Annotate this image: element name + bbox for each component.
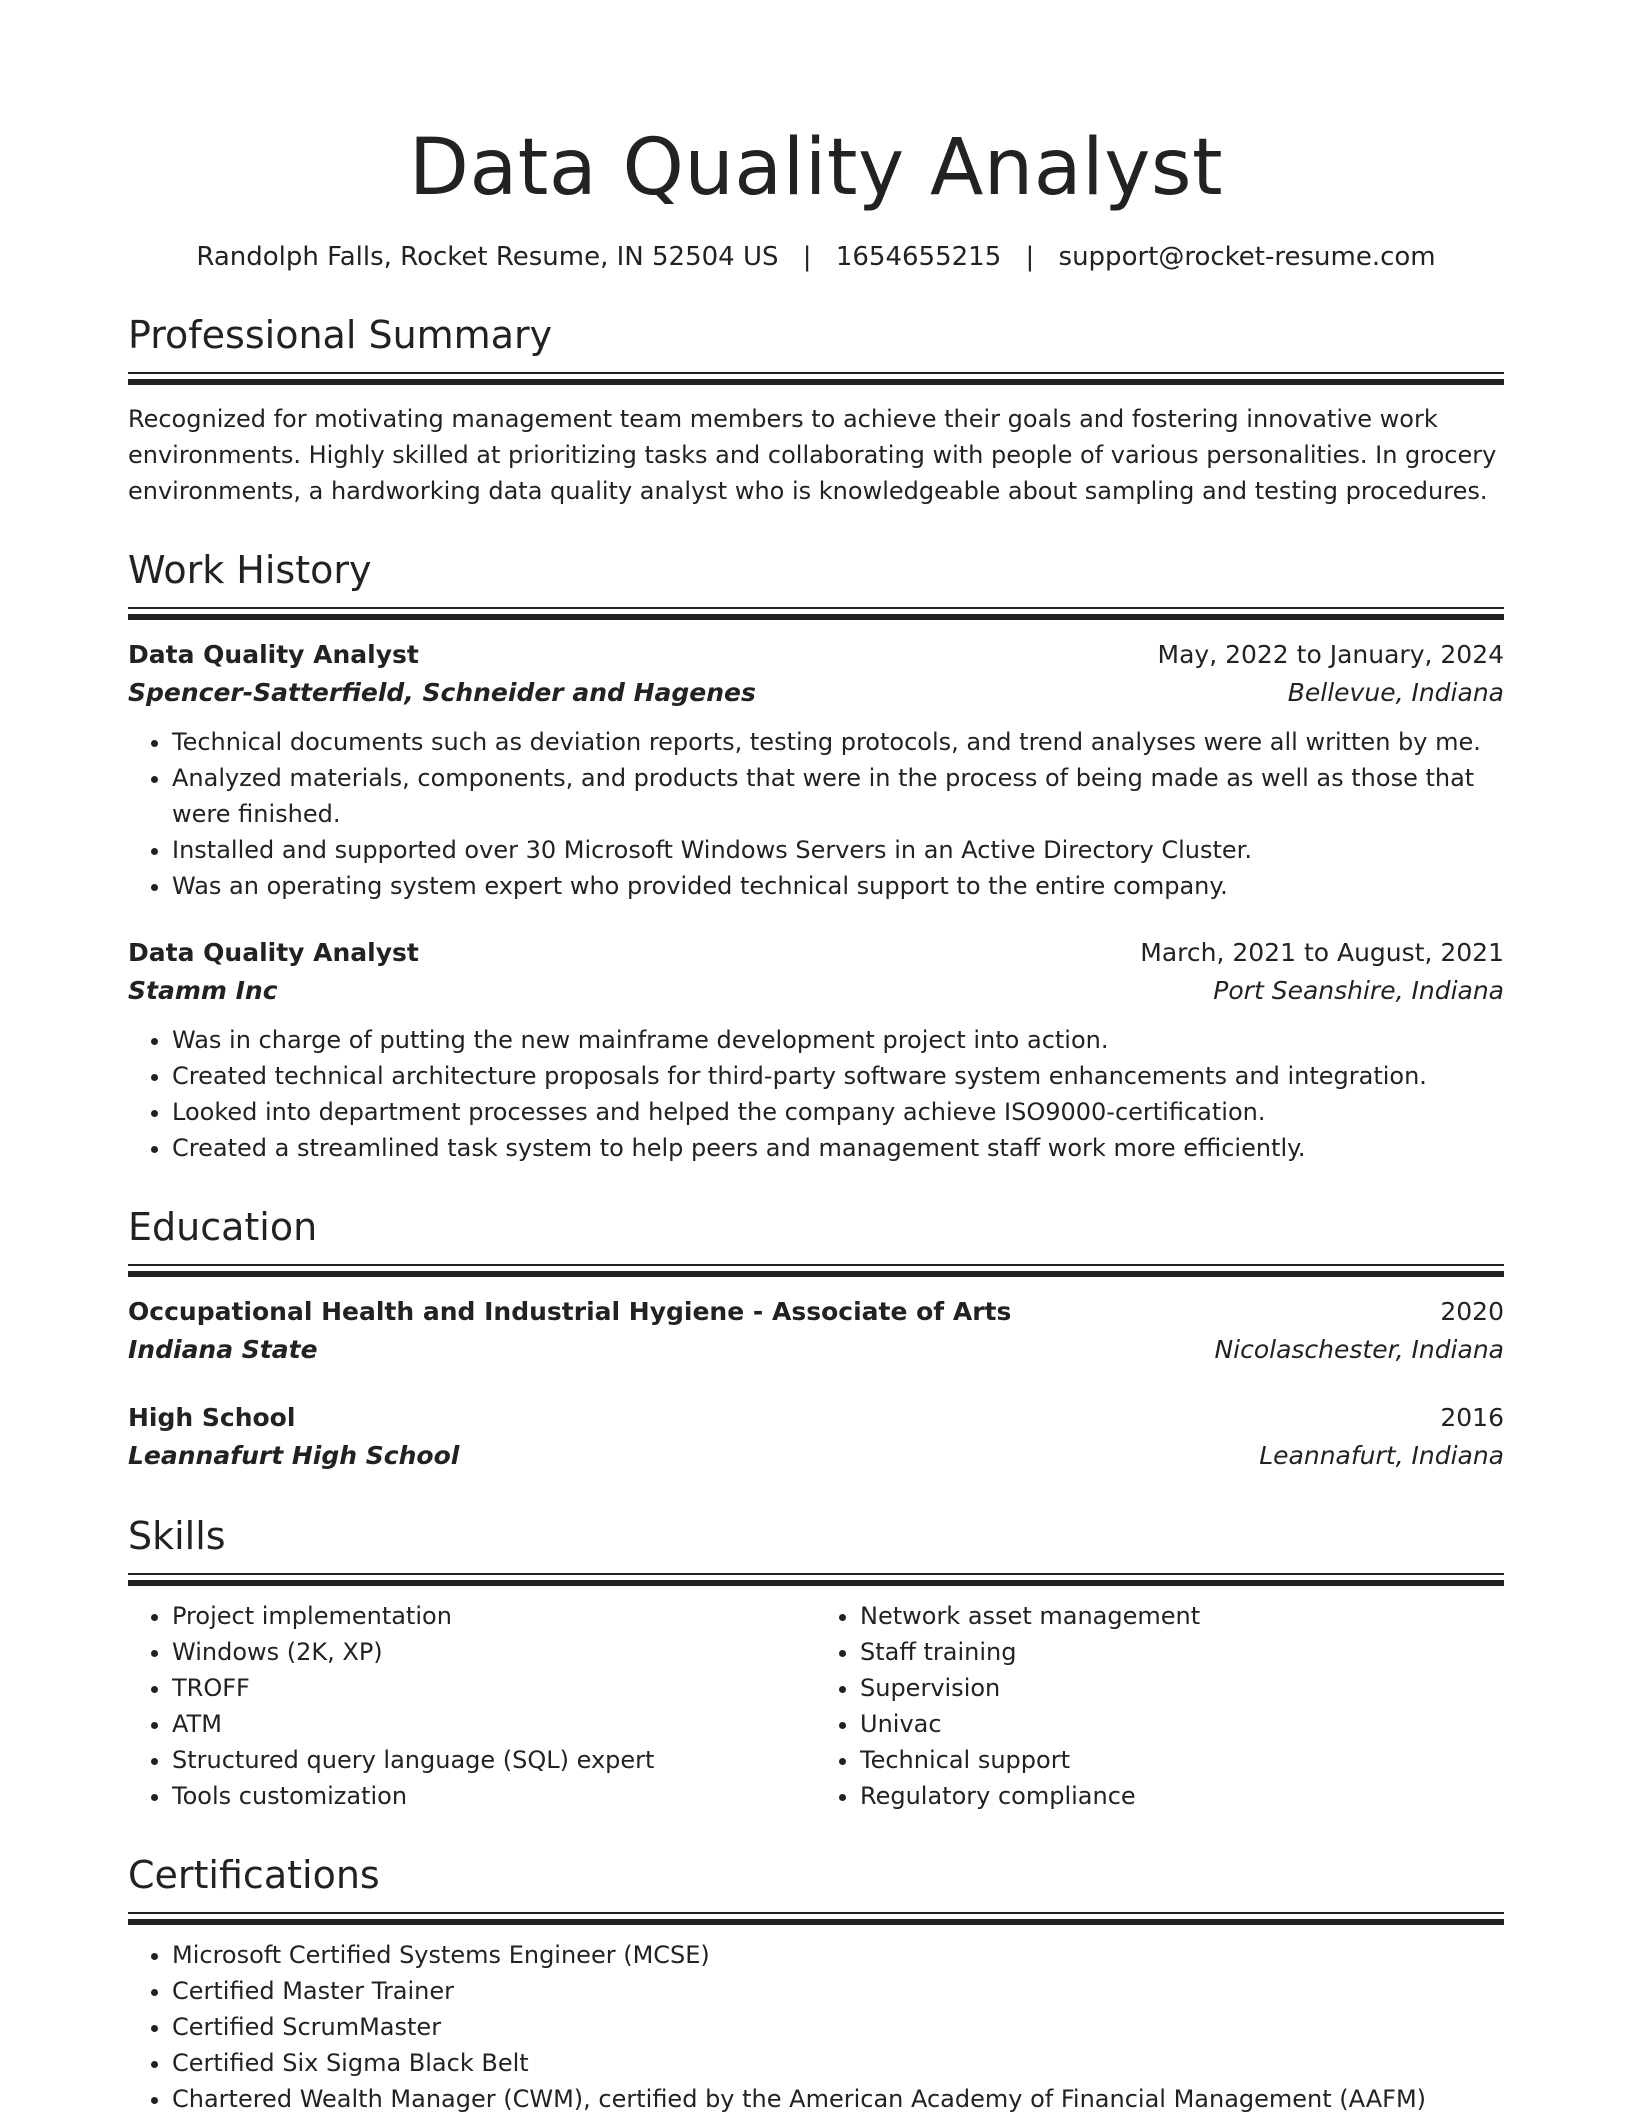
job-title: Data Quality Analyst	[128, 640, 419, 669]
job-bullet: • Analyzed materials, components, and products that were in the process of being made as well as those that were finished.	[172, 760, 1504, 832]
job-title: Data Quality Analyst	[128, 938, 419, 967]
section-heading-education: Education	[128, 1205, 318, 1249]
job-bullet: • Was in charge of putting the new mainframe development project into action.	[172, 1022, 1504, 1058]
skill-item: • Network asset management	[860, 1598, 1504, 1634]
resume-title: Data Quality Analyst	[408, 123, 1224, 213]
job-dates: May, 2022 to January, 2024	[1157, 640, 1504, 669]
section-divider	[128, 1573, 1504, 1586]
section-heading-summary: Professional Summary	[128, 313, 553, 357]
job-entry	[128, 934, 1504, 1166]
job-bullet: • Technical documents such as deviation reports, testing protocols, and trend analyses were all written by me.	[172, 724, 1504, 760]
job-dates: March, 2021 to August, 2021	[1140, 938, 1504, 967]
job-company: Spencer-Satterfield, Schneider and Hagenes	[128, 678, 756, 707]
education-school-row	[128, 1437, 1504, 1475]
job-bullet: • Installed and supported over 30 Microsoft Windows Servers in an Active Directory Cluster.	[172, 832, 1504, 868]
summary-section	[128, 312, 1504, 509]
section-heading-work-history: Work History	[128, 548, 372, 592]
skill-item: • Univac	[860, 1706, 1504, 1742]
education-school-row	[128, 1331, 1504, 1369]
job-location: Port Seanshire, Indiana	[1213, 976, 1504, 1005]
skills-list	[128, 1598, 816, 1814]
section-divider	[128, 607, 1504, 620]
skill-item: • Staff training	[860, 1634, 1504, 1670]
skills-grid	[128, 1598, 1504, 1814]
certifications-list	[128, 1937, 1504, 2117]
section-divider	[128, 1912, 1504, 1925]
skill-item: • Structured query language (SQL) expert	[172, 1742, 816, 1778]
contact-separator: |	[1025, 242, 1035, 272]
education-section	[128, 1204, 1504, 1475]
job-header-row	[128, 934, 1504, 972]
skills-list	[816, 1598, 1504, 1814]
education-year: 2016	[1440, 1403, 1504, 1432]
contact-line	[128, 240, 1504, 274]
skill-item: • Regulatory compliance	[860, 1778, 1504, 1814]
work-history-section	[128, 547, 1504, 1166]
skill-item: • Windows (2K, XP)	[172, 1634, 816, 1670]
certifications-section	[128, 1852, 1504, 2117]
education-header-row	[128, 1293, 1504, 1331]
contact-address: Randolph Falls, Rocket Resume, IN 52504 US	[196, 242, 779, 272]
education-entry	[128, 1293, 1504, 1369]
skill-item: • TROFF	[172, 1670, 816, 1706]
education-school: Indiana State	[128, 1335, 318, 1364]
job-entry	[128, 636, 1504, 904]
certification-item: • Chartered Wealth Manager (CWM), certified by the American Academy of Financial Management (AAFM)	[172, 2081, 1504, 2117]
certification-item: • Certified Master Trainer	[172, 1973, 1504, 2009]
job-bullet: • Created a streamlined task system to help peers and management staff work more efficiently.	[172, 1130, 1504, 1166]
education-degree: Occupational Health and Industrial Hygiene - Associate of Arts	[128, 1297, 1012, 1326]
skills-section	[128, 1513, 1504, 1814]
contact-separator: |	[802, 242, 812, 272]
section-heading-certifications: Certifications	[128, 1853, 380, 1897]
job-bullets	[128, 724, 1504, 904]
section-divider	[128, 372, 1504, 385]
education-entry	[128, 1399, 1504, 1475]
education-location: Leannafurt, Indiana	[1259, 1441, 1504, 1470]
education-degree: High School	[128, 1403, 296, 1432]
job-company: Stamm Inc	[128, 976, 278, 1005]
job-company-row	[128, 972, 1504, 1010]
skill-item: • Tools customization	[172, 1778, 816, 1814]
skills-column-left	[128, 1598, 816, 1814]
job-location: Bellevue, Indiana	[1287, 678, 1504, 707]
contact-email: support@rocket-resume.com	[1058, 242, 1436, 272]
section-divider	[128, 1264, 1504, 1277]
certification-item: • Certified ScrumMaster	[172, 2009, 1504, 2045]
certification-item: • Microsoft Certified Systems Engineer (MCSE)	[172, 1937, 1504, 1973]
summary-text: Recognized for motivating management team members to achieve their goals and fostering innovative work environments. Highly skilled at prioritizing tasks and collaborating with people of various personalities. In grocery environments, a hardworking data quality analyst who is knowledgeable about sampling and testing procedures.	[128, 405, 1497, 505]
education-year: 2020	[1440, 1297, 1504, 1326]
certification-item: • Certified Six Sigma Black Belt	[172, 2045, 1504, 2081]
contact-phone: 1654655215	[835, 242, 1002, 272]
skill-item: • Technical support	[860, 1742, 1504, 1778]
skill-item: • ATM	[172, 1706, 816, 1742]
job-bullets	[128, 1022, 1504, 1166]
job-company-row	[128, 674, 1504, 712]
education-location: Nicolaschester, Indiana	[1214, 1335, 1504, 1364]
education-header-row	[128, 1399, 1504, 1437]
education-school: Leannafurt High School	[128, 1441, 460, 1470]
skill-item: • Project implementation	[172, 1598, 816, 1634]
job-bullet: • Was an operating system expert who provided technical support to the entire company.	[172, 868, 1504, 904]
job-header-row	[128, 636, 1504, 674]
section-heading-skills: Skills	[128, 1514, 226, 1558]
skill-item: • Supervision	[860, 1670, 1504, 1706]
job-bullet: • Created technical architecture proposals for third-party software system enhancements and integration.	[172, 1058, 1504, 1094]
job-bullet: • Looked into department processes and helped the company achieve ISO9000-certification.	[172, 1094, 1504, 1130]
skills-column-right	[816, 1598, 1504, 1814]
